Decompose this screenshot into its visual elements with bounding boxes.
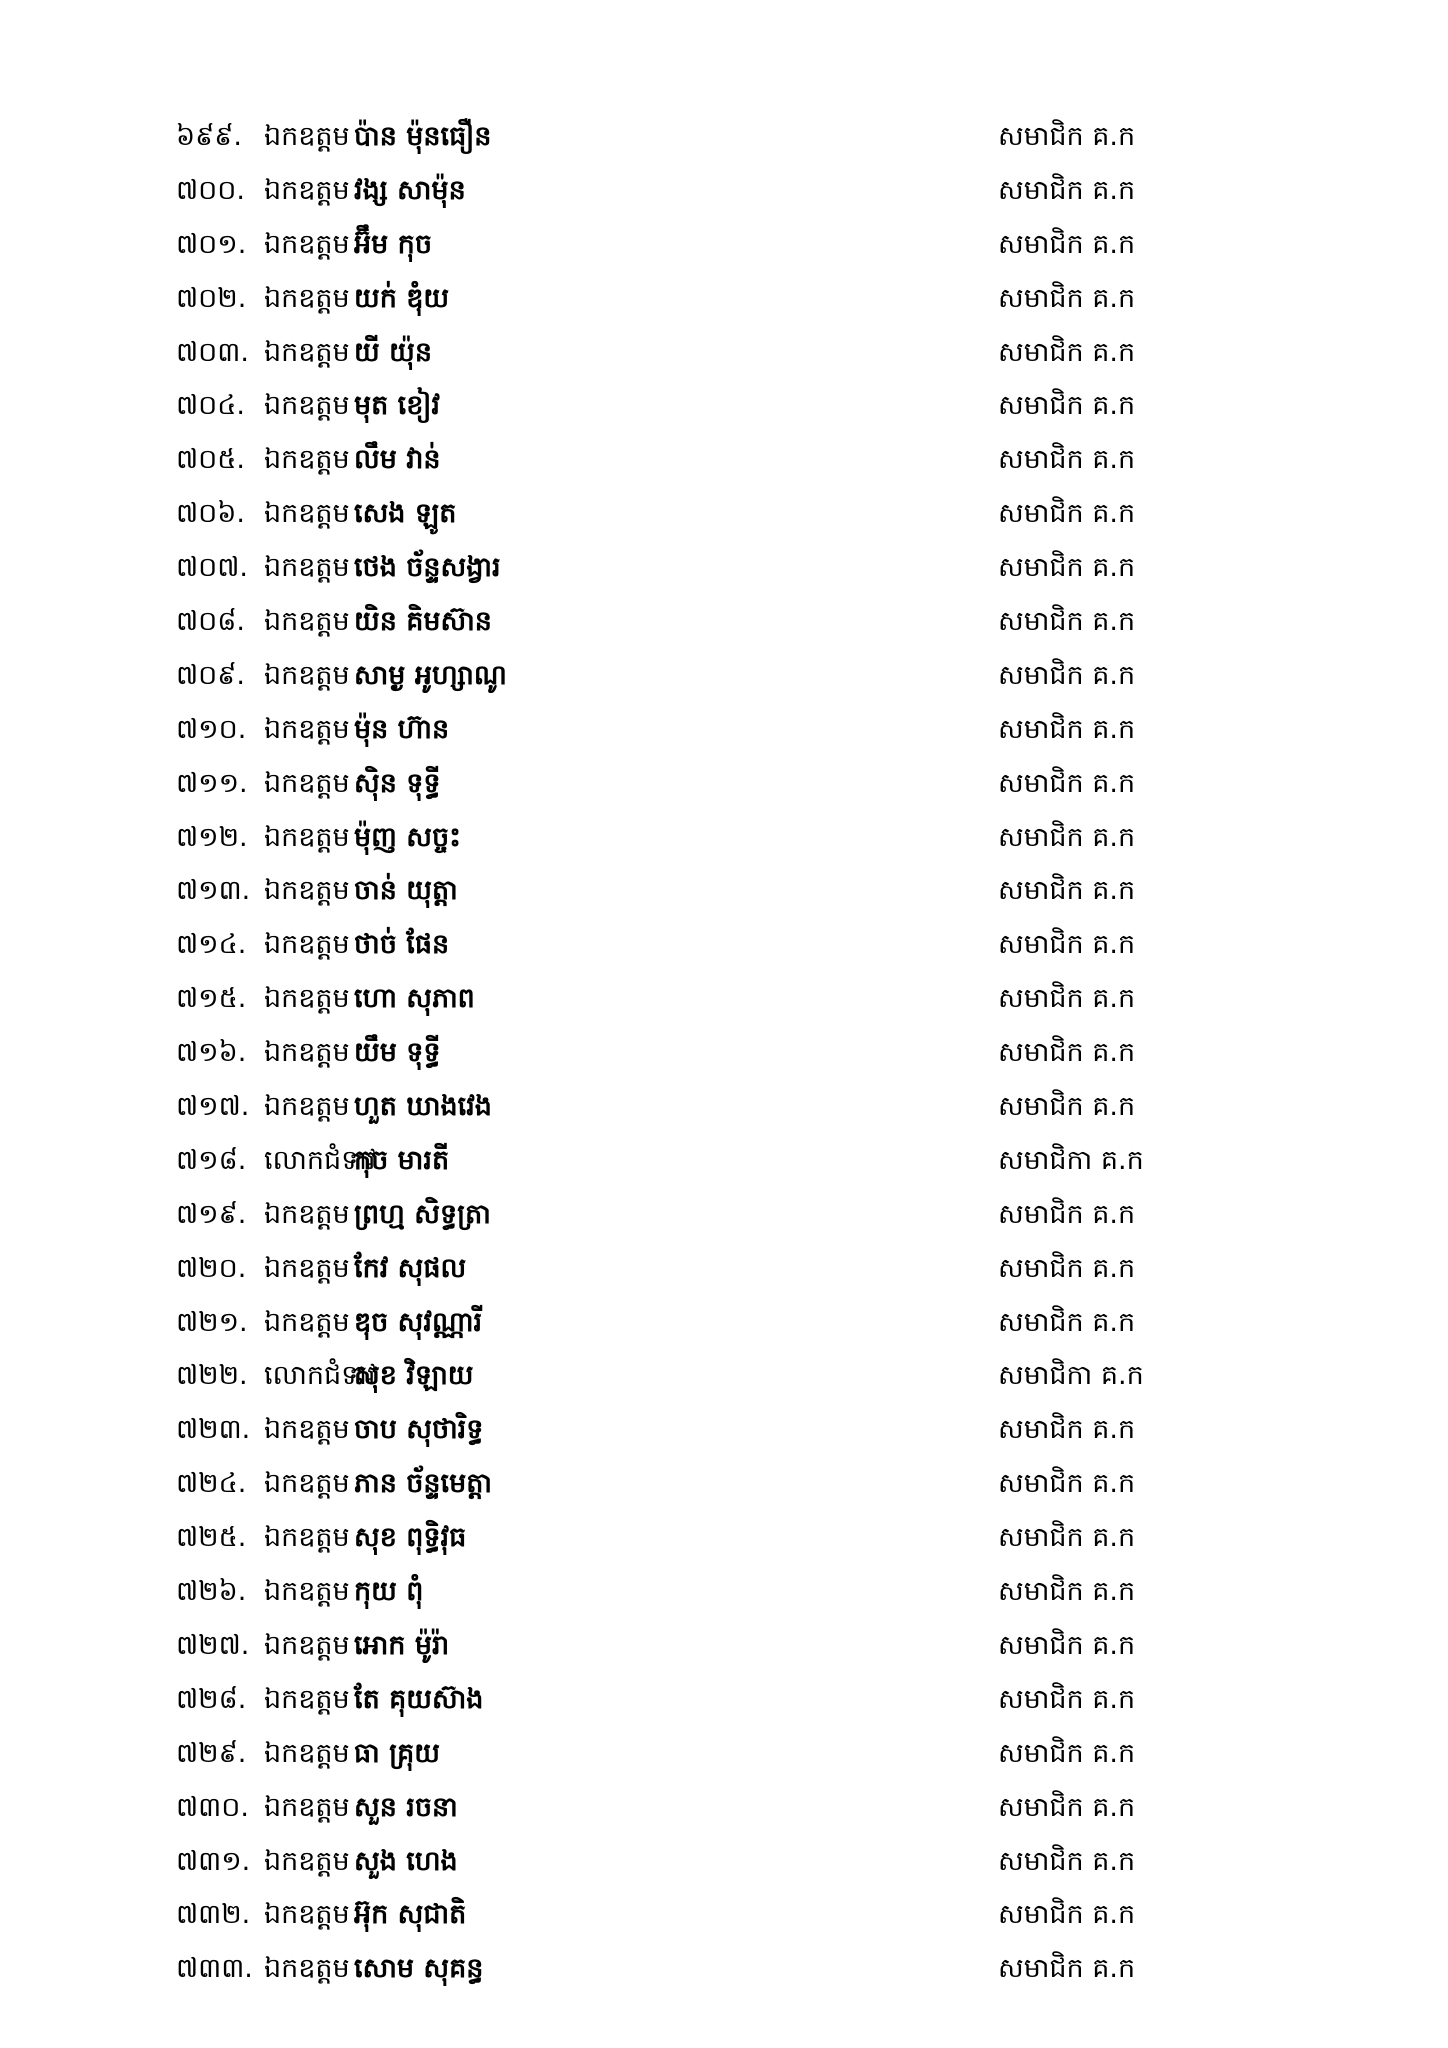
member-name: មុត ខៀវ: [354, 390, 440, 422]
member-number: ៧២៧.: [176, 1629, 250, 1661]
member-name: ថេង ច័ន្ទសង្វារ: [354, 552, 501, 584]
member-row: [176, 1188, 1176, 1242]
member-role: សមាជិក គ.ក: [998, 1198, 1136, 1230]
member-name: ម៉ុន ហ៊ាន: [354, 713, 450, 745]
member-title: ឯកឧត្តម: [264, 1791, 350, 1823]
member-role: សមាជិក គ.ក: [998, 228, 1136, 260]
member-role: សមាជិក គ.ក: [998, 1899, 1136, 1931]
member-row: [176, 1619, 1176, 1673]
member-row: [176, 1080, 1176, 1134]
member-title: ឯកឧត្តម: [264, 552, 350, 584]
member-name: កុយ ពុំ: [354, 1576, 424, 1608]
member-role: សមាជិក គ.ក: [998, 444, 1136, 476]
member-name: ថាច់ ផែន: [354, 929, 450, 961]
member-number: ៧២០.: [176, 1252, 247, 1284]
member-title: ឯកឧត្តម: [264, 1037, 350, 1069]
member-title: ឯកឧត្តម: [264, 821, 350, 853]
member-role: សមាជិក គ.ក: [998, 821, 1136, 853]
member-number: ៧២៦.: [176, 1576, 247, 1608]
member-name: ភាន ច័ន្ទមេត្តា: [354, 1468, 492, 1500]
member-row: [176, 326, 1176, 380]
member-number: ៧១៧.: [176, 1091, 250, 1123]
member-number: ៧០០.: [176, 174, 245, 206]
member-row: [176, 972, 1176, 1026]
member-title: ឯកឧត្តម: [264, 1899, 350, 1931]
member-name: សេង ឡូត: [354, 498, 457, 530]
member-title: លោកជំទាវ: [264, 1144, 376, 1176]
member-role: សមាជិក គ.ក: [998, 336, 1136, 368]
member-row: [176, 1727, 1176, 1781]
member-number: ៧១៤.: [176, 929, 247, 961]
member-title: ឯកឧត្តម: [264, 1306, 350, 1338]
member-name: យឹម ទុទ្ធី: [354, 1037, 441, 1069]
member-name: កែវ សុផល: [354, 1252, 467, 1284]
member-title: ឯកឧត្តម: [264, 1198, 350, 1230]
member-title: ឯកឧត្តម: [264, 498, 350, 530]
member-role: សមាជិក គ.ក: [998, 1576, 1136, 1608]
member-title: ឯកឧត្តម: [264, 1522, 350, 1554]
member-name: ព្រហ្ម សិទ្ធត្រា: [354, 1198, 491, 1230]
member-role: សមាជិក គ.ក: [998, 875, 1136, 907]
member-role: សមាជិក គ.ក: [998, 1737, 1136, 1769]
member-row: [176, 1835, 1176, 1889]
member-row: [176, 1888, 1176, 1942]
member-role: សមាជិក គ.ក: [998, 1629, 1136, 1661]
member-title: ឯកឧត្តម: [264, 1683, 350, 1715]
member-role: សមាជិក គ.ក: [998, 1683, 1136, 1715]
member-title: ឯកឧត្តម: [264, 767, 350, 799]
member-number: ៧២២.: [176, 1360, 248, 1392]
member-title: ឯកឧត្តម: [264, 444, 350, 476]
member-number: ៧២៩.: [176, 1737, 247, 1769]
member-title: ឯកឧត្តម: [264, 1091, 350, 1123]
member-title: ឯកឧត្តម: [264, 1252, 350, 1284]
member-title: ឯកឧត្តម: [264, 1576, 350, 1608]
member-number: ៧១៣.: [176, 875, 251, 907]
member-name: អ៊ុក សុជាតិ: [354, 1899, 467, 1931]
member-row: [176, 1296, 1176, 1350]
member-role: សមាជិក គ.ក: [998, 1091, 1136, 1123]
member-title: ឯកឧត្តម: [264, 174, 350, 206]
member-title: ឯកឧត្តម: [264, 121, 350, 152]
member-name: យី យ៉ុន: [354, 336, 432, 368]
member-name: ឌុច សុវណ្ណារី: [354, 1306, 483, 1338]
member-role: សមាជិក គ.ក: [998, 1414, 1136, 1446]
member-role: សមាជិក គ.ក: [998, 1953, 1136, 1985]
member-row: [176, 1673, 1176, 1727]
member-title: ឯកឧត្តម: [264, 929, 350, 961]
member-role: សមាជិក គ.ក: [998, 1468, 1136, 1500]
member-role: សមាជិក គ.ក: [998, 767, 1136, 799]
member-row: [176, 1242, 1176, 1296]
member-name: ចាន់ យុត្តា: [354, 875, 458, 907]
member-number: ៧២៨.: [176, 1683, 247, 1715]
member-role: សមាជិក គ.ក: [998, 282, 1136, 314]
member-name: សុខ ពុទ្ធិវុធ: [354, 1522, 467, 1554]
member-name: ហួត ឃាងវេង: [354, 1091, 492, 1123]
member-row: [176, 272, 1176, 326]
member-number: ៧១១.: [176, 767, 248, 799]
member-title: ឯកឧត្តម: [264, 1629, 350, 1661]
member-role: សមាជិក គ.ក: [998, 929, 1136, 961]
member-role: សមាជិក គ.ក: [998, 1306, 1136, 1338]
member-title: ឯកឧត្តម: [264, 983, 350, 1015]
member-row: [176, 649, 1176, 703]
member-number: ៧០៨.: [176, 606, 245, 638]
member-row: [176, 595, 1176, 649]
member-number: ៧០៦.: [176, 498, 245, 530]
member-role: សមាជិក គ.ក: [998, 983, 1136, 1015]
member-title: ឯកឧត្តម: [264, 1468, 350, 1500]
member-row: [176, 1134, 1176, 1188]
member-row: [176, 1349, 1176, 1403]
member-role: សមាជិក គ.ក: [998, 1791, 1136, 1823]
member-name: សាម្ង អូហ្សាណូ: [354, 659, 507, 691]
member-number: ៧០៥.: [176, 444, 245, 476]
member-name: វង្ស សាម៉ុន: [354, 174, 466, 206]
member-title: លោកជំទាវ: [264, 1360, 376, 1392]
member-number: ៧២៥.: [176, 1522, 247, 1554]
member-title: ឯកឧត្តម: [264, 713, 350, 745]
member-number: ៧៣៣.: [176, 1953, 253, 1985]
member-role: សមាជិក គ.ក: [998, 390, 1136, 422]
member-role: សមាជិក គ.ក: [998, 1522, 1136, 1554]
member-role: សមាជិក គ.ក: [998, 1845, 1136, 1877]
member-row: [176, 918, 1176, 972]
member-name: សួន រចនា: [354, 1791, 458, 1823]
member-row: [176, 1026, 1176, 1080]
member-name: ស៊ិន ទុទ្ធី: [354, 767, 441, 799]
member-row: [176, 1565, 1176, 1619]
member-number: ៧៣០.: [176, 1791, 249, 1823]
member-role: សមាជិក គ.ក: [998, 552, 1136, 584]
member-title: ឯកឧត្តម: [264, 1737, 350, 1769]
member-number: ៧២៤.: [176, 1468, 247, 1500]
member-row: [176, 811, 1176, 865]
member-number: ៧៣១.: [176, 1845, 251, 1877]
member-title: ឯកឧត្តម: [264, 282, 350, 314]
member-row: [176, 703, 1176, 757]
member-title: ឯកឧត្តម: [264, 659, 350, 691]
member-name: លឹម វាន់: [354, 444, 441, 476]
member-number: ៧១៨.: [176, 1144, 247, 1176]
member-name: សោម សុគន្ធ: [354, 1953, 484, 1985]
member-number: ៧២១.: [176, 1306, 248, 1338]
member-role: សមាជិក គ.ក: [998, 1252, 1136, 1284]
member-name: យិន គិមស៊ាន: [354, 606, 492, 638]
member-number: ៧១០.: [176, 713, 247, 745]
member-row: [176, 864, 1176, 918]
member-row: [176, 164, 1176, 218]
member-title: ឯកឧត្តម: [264, 336, 350, 368]
member-number: ៧៣២.: [176, 1899, 251, 1931]
member-row: [176, 110, 1176, 164]
member-number: ៧២៣.: [176, 1414, 251, 1446]
member-title: ឯកឧត្តម: [264, 1953, 350, 1985]
member-title: ឯកឧត្តម: [264, 1414, 350, 1446]
member-name: អោក ម៉ូរ៉ា: [354, 1629, 450, 1661]
member-row: [176, 1403, 1176, 1457]
member-name: ប៉ាន ម៉ុនធឿន: [354, 121, 492, 152]
member-row: [176, 218, 1176, 272]
member-number: ៧០១.: [176, 228, 247, 260]
member-role: សមាជិក គ.ក: [998, 174, 1136, 206]
member-name: អ៊ឹម កុច: [354, 228, 432, 260]
member-number: ៧០២.: [176, 282, 247, 314]
member-role: សមាជិកា គ.ក: [998, 1360, 1144, 1392]
member-role: សមាជិក គ.ក: [998, 498, 1136, 530]
member-number: ៧១៦.: [176, 1037, 247, 1069]
member-role: សមាជិក គ.ក: [998, 659, 1136, 691]
member-title: ឯកឧត្តម: [264, 390, 350, 422]
member-row: [176, 1457, 1176, 1511]
member-name: តែ គុយស៊ាង: [354, 1683, 484, 1715]
member-role: សមាជិកា គ.ក: [998, 1144, 1144, 1176]
member-role: សមាជិក គ.ក: [998, 606, 1136, 638]
member-row: [176, 757, 1176, 811]
member-name: កុច មារតី: [354, 1144, 450, 1176]
member-row: [176, 1511, 1176, 1565]
member-role: សមាជិក គ.ក: [998, 713, 1136, 745]
member-name: ធា គ្រុយ: [354, 1737, 440, 1769]
member-name: សុខ វិឡាយ: [354, 1360, 474, 1392]
member-row: [176, 379, 1176, 433]
member-role: សមាជិក គ.ក: [998, 121, 1136, 152]
member-number: ៧១៩.: [176, 1198, 247, 1230]
member-name: ចាប សុថារិទ្ធ: [354, 1414, 484, 1446]
member-number: ៧១២.: [176, 821, 248, 853]
member-row: [176, 541, 1176, 595]
member-number: ៧០៧.: [176, 552, 248, 584]
member-number: ៦៩៩.: [176, 121, 242, 152]
member-row: [176, 1781, 1176, 1835]
member-name: យក់ ឌុំយ: [354, 282, 450, 314]
member-number: ៧០៣.: [176, 336, 249, 368]
member-title: ឯកឧត្តម: [264, 228, 350, 260]
member-name: ម៉ុញ សច្ចះ: [354, 821, 461, 853]
member-name: ហោ សុភាព: [354, 983, 475, 1015]
member-title: ឯកឧត្តម: [264, 606, 350, 638]
member-row: [176, 433, 1176, 487]
member-title: ឯកឧត្តម: [264, 875, 350, 907]
member-row: [176, 1942, 1176, 1996]
member-row: [176, 487, 1176, 541]
member-list: [176, 110, 1176, 1996]
member-number: ៧០៩.: [176, 659, 245, 691]
member-number: ៧០៤.: [176, 390, 245, 422]
member-name: សួង ហេង: [354, 1845, 458, 1877]
member-title: ឯកឧត្តម: [264, 1845, 350, 1877]
member-number: ៧១៥.: [176, 983, 247, 1015]
member-role: សមាជិក គ.ក: [998, 1037, 1136, 1069]
